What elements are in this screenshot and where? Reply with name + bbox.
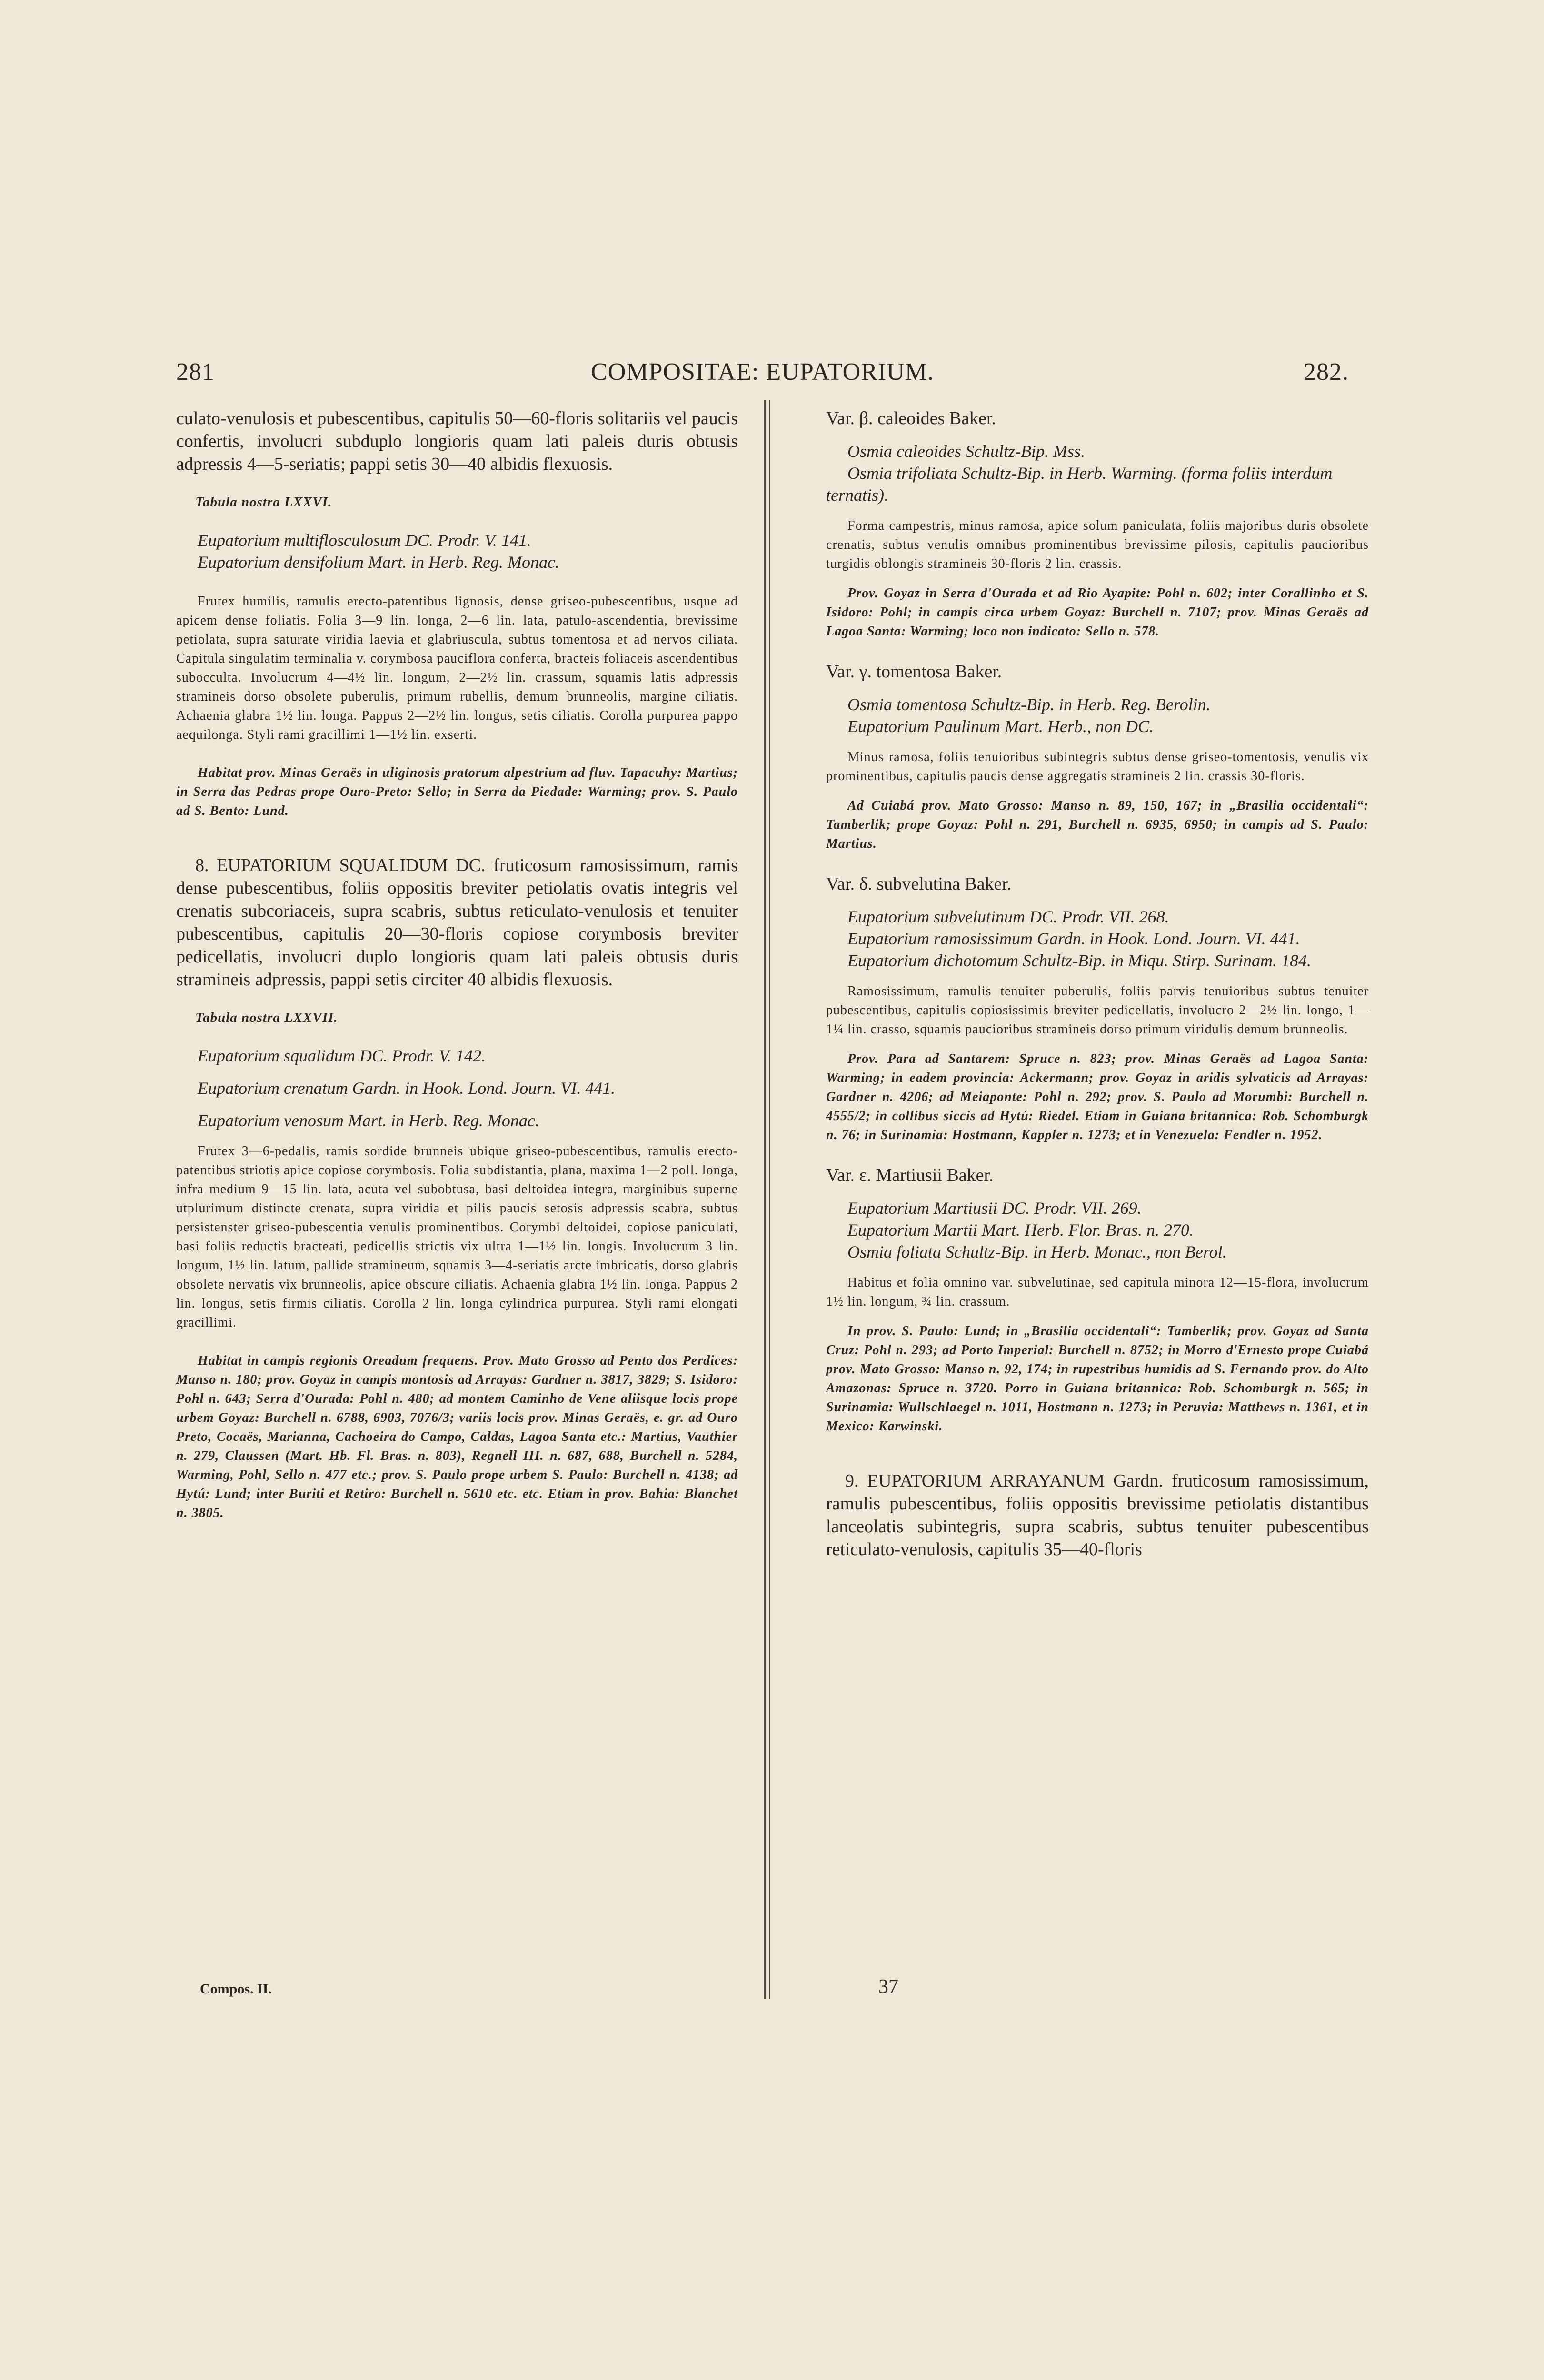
synonym: Osmia caleoides Schultz-Bip. Mss. (847, 442, 1085, 461)
synonym: Eupatorium dichotomum Schultz-Bip. in Miqu. Stirp. Surinam. 184. (847, 951, 1311, 970)
description: Frutex 3—6-pedalis, ramis sordide brunneis ubique griseo-pubescentibus, ramulis erecto-patentibus striotis apice copiose corymbosis. Folia subdistantia, plana, maxima 1—2 poll. longa, infra medium 9—15 lin. lata, acuta vel subobtusa, basi deltoidea integra, marginibus superne utplurimum distincte crenata, supra viridia et pilis paucis setosis adpressis scabra, subtus persistenster griseo-pubescentia venulis prominentibus. Corymbi deltoidei, copiose paniculati, basi foliis reductis bracteati, pedicellis strictis vix ultra 1—1½ lin. longis. Involucrum 3 lin. longum, 1½ lin. latum, pallide stramineum, squamis 3—4-seriatis arcte imbricatis, dorso glabris obsolete nervatis vix brunneolis, apice obscure ciliatis. Achaenia glabra 1½ lin. longa. Pappus 2 lin. longus, setis firmis ciliatis. Corolla 2 lin. longa cylindrica purpurea. Styli rami elongati gracillimi. (176, 1144, 738, 1330)
synonym: Eupatorium subvelutinum DC. Prodr. VII. 268. (847, 907, 1169, 926)
synonym: Osmia tomentosa Schultz-Bip. in Herb. Reg. Berolin. (847, 695, 1211, 714)
habitat: Habitat in campis regionis Oreadum frequens. Prov. Mato Grosso ad Pento dos Perdices: Manso n. 180; prov. Goyaz in campis montosis ad Arrayas: Gardner n. 3817, 3829; S. Isidoro: Pohl n. 643; Serra d'Ourada: Pohl n. 480; ad montem Caminho de Vene aliisque locis prope urbem Goyaz: Burchell n. 6788, 6903, 7076/3; variis locis prov. Minas Geraës, e. gr. ad Ouro Preto, Cocaës, Marianna, Cachoeira do Campo, Caldas, Lagoa Santa etc.: Martius, Vauthier n. 279, Claussen (Mart. Hb. Fl. Bras. n. 803), Regnell III. n. 687, 688, Burchell n. 5284, Warming, Pohl, Sello n. 477 etc.; prov. S. Paulo prope urbem S. Paulo: Burchell n. 4138; ad Hytú: Lund; inter Buriti et Retiro: Burchell n. 5610 etc. etc. Etiam in prov. Bahia: Blanchet n. 3805. (176, 1353, 738, 1520)
intro-paragraph: culato-venulosis et pubescentibus, capitulis 50—60-floris solitariis vel paucis confertis, involucri subduplo longioris quam lati paleis duris obtusis adpressis 4—5-seriatis; pappi setis 30—40 albidis flexuosis. (176, 408, 738, 474)
description: Ramosissimum, ramulis tenuiter puberulis, foliis parvis tenuioribus subtus tenuiter pubescentibus, capitulis copiosissimis breviter pedicellatis, involucro 2—2½ lin. longo, 1—1¼ lin. crasso, squamis paucioribus stramineis dorso primum viridulis demum brunneolis. (826, 984, 1369, 1037)
synonym: Eupatorium venosum Mart. in Herb. Reg. Monac. (198, 1111, 539, 1130)
synonym: Eupatorium Paulinum Mart. Herb., non DC. (847, 717, 1154, 736)
description: Frutex humilis, ramulis erecto-patentibus lignosis, dense griseo-pubescentibus, usque ad apicem dense foliatis. Folia 3—9 lin. longa, 2—6 lin. lata, patulo-ascendentia, brevissime petiolata, supra saturate viridia laevia et glabriuscula, subtus tomentosa et ad nervos ciliata. Capitula singulatim terminalia v. corymbosa pauciflora conferta, bracteis foliaceis ascendentibus subocculta. Involucrum 4—4½ lin. longum, 2—2½ lin. crassum, squamis latis adpressis stramineis dorso obsolete puberulis, primum rubellis, demum brunneolis, margine ciliatis. Achaenia glabra 1½ lin. longa. Pappus 2—2½ lin. longus, setis ciliatis. Corolla purpurea pappo aequilonga. Styli rami gracillimi 1—1½ lin. exserti. (176, 594, 738, 742)
synonym: Osmia foliata Schultz-Bip. in Herb. Monac., non Berol. (847, 1242, 1227, 1261)
synonym: Eupatorium crenatum Gardn. in Hook. Lond. Journ. VI. 441. (198, 1079, 616, 1098)
description: Forma campestris, minus ramosa, apice solum paniculata, foliis majoribus duris obsolete crenatis, subtus venulis omnibus prominentibus brevissime pilosis, capitulis paucioribus turgidis oblongis stramineis 30-floris 2 lin. crassis. (826, 518, 1369, 571)
habitat: Habitat prov. Minas Geraës in uliginosis pratorum alpestrium ad fluv. Tapacuhy: Martius; in Serra das Pedras prope Ouro-Preto: Sello; in Serra da Piedade: Warming; prov. S. Paulo ad S. Bento: Lund. (176, 765, 738, 818)
description: Minus ramosa, foliis tenuioribus subintegris subtus dense griseo-tomentosis, venulis vix prominentibus, capitulis paucis dense aggregatis stramineis 2 lin. crassis 30-floris. (826, 750, 1369, 783)
synonym: Eupatorium Martii Mart. Herb. Flor. Bras. n. 270. (847, 1220, 1194, 1240)
description: Habitus et folia omnino var. subvelutinae, sed capitula minora 12—15-flora, involucrum 1½ lin. longum, ¾ lin. crassum. (826, 1275, 1369, 1309)
synonym: Eupatorium Martiusii DC. Prodr. VII. 269. (847, 1199, 1142, 1218)
synonym: Eupatorium squalidum DC. Prodr. V. 142. (198, 1046, 486, 1065)
synonym: Eupatorium ramosissimum Gardn. in Hook. Lond. Journ. VI. 441. (847, 929, 1300, 948)
tabula-reference: Tabula nostra LXXVII. (195, 1010, 338, 1025)
habitat: Prov. Goyaz in Serra d'Ourada et ad Rio Ayapite: Pohl n. 602; inter Corallinho et S. Isidoro: Pohl; in campis circa urbem Goyaz: Burchell n. 7107; prov. Minas Geraës ad Lagoa Santa: Warming; loco non indicato: Sello n. 578. (826, 586, 1369, 639)
column-divider (764, 400, 766, 1999)
variety-heading: Var. ε. Martiusii Baker. (826, 1165, 994, 1185)
running-title: COMPOSITAE: EUPATORIUM. (591, 358, 934, 386)
column-divider-double (769, 400, 770, 1999)
synonym: Eupatorium multiflosculosum DC. Prodr. V. 141. (198, 531, 532, 550)
signature-mark: Compos. II. (200, 1981, 272, 1997)
species-heading: 9. EUPATORIUM ARRAYANUM Gardn. fruticosum ramosissimum, ramulis pubescentibus, foliis oppositis brevissime petiolatis distantibus lanceolatis subintegris, supra scabris, subtus tenuiter pubescentibus reticulato-venulosis, capitulis 35—40-floris (826, 1471, 1369, 1559)
habitat: Prov. Para ad Santarem: Spruce n. 823; prov. Minas Geraës ad Lagoa Santa: Warming; in eadem provincia: Ackermann; prov. Goyaz in aridis sylvaticis ad Arrayas: Gardner n. 4206; ad Meiaponte: Pohl n. 292; prov. S. Paulo ad Morumbi: Burchell n. 4555/2; in collibus siccis ad Hytú: Riedel. Etiam in Guiana britannica: Rob. Schomburgk n. 76; in Surinamia: Hostmann, Kappler n. 1273; et in Venezuela: Fendler n. 1952. (826, 1051, 1369, 1142)
right-column (826, 407, 1369, 1561)
page-number-left: 281 (176, 358, 215, 386)
synonym: Osmia trifoliata Schultz-Bip. in Herb. Warming. (forma foliis interdum ternatis). (826, 464, 1333, 505)
habitat: Ad Cuiabá prov. Mato Grosso: Manso n. 89, 150, 167; in „Brasilia occidentali“: Tamberlik; prope Goyaz: Pohl n. 291, Burchell n. 6935, 6950; in campis ad S. Paulo: Martius. (826, 798, 1369, 851)
variety-heading: Var. γ. tomentosa Baker. (826, 662, 1002, 682)
page-number-right: 282. (1304, 358, 1349, 386)
synonym: Eupatorium densifolium Mart. in Herb. Reg. Monac. (198, 553, 559, 572)
signature-page-number: 37 (878, 1976, 898, 1998)
variety-heading: Var. δ. subvelutina Baker. (826, 874, 1012, 894)
species-heading: 8. EUPATORIUM SQUALIDUM DC. fruticosum ramosissimum, ramis dense pubescentibus, foliis oppositis breviter petiolatis ovatis integris vel crenatis subcoriaceis, supra scabris, subtus reticulato-venulosis et tenuiter pubescentibus, capitulis 20—30-floris copiose corymbosis breviter pedicellatis, involucri duplo longioris quam lati paleis obtusis duris stramineis adpressis, pappi setis circiter 40 albidis flexuosis. (176, 855, 738, 990)
running-header (176, 358, 1349, 391)
left-column (176, 407, 738, 1523)
tabula-reference: Tabula nostra LXXVI. (195, 495, 332, 510)
variety-heading: Var. β. caleoides Baker. (826, 408, 996, 428)
habitat: In prov. S. Paulo: Lund; in „Brasilia occidentali“: Tamberlik; prov. Goyaz ad Santa Cruz: Pohl n. 293; ad Porto Imperial: Burchell n. 8752; in Morro d'Ernesto prope Cuiabá prov. Mato Grosso: Manso n. 92, 174; in rupestribus humidis ad S. Fernando prov. do Alto Amazonas: Spruce n. 3720. Porro in Guiana britannica: Rob. Schomburgk n. 565; in Surinamia: Wullschlaegel n. 1011, Hostmann n. 1273; in Peruvia: Matthews n. 1361, et in Mexico: Karwinski. (826, 1324, 1369, 1434)
